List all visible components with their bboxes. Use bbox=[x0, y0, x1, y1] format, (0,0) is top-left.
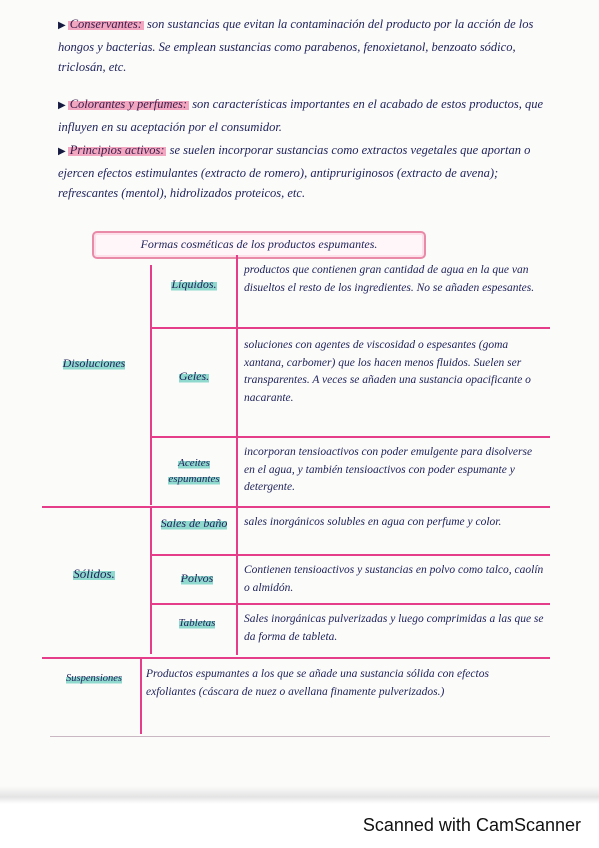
group-disoluciones: Disoluciones bbox=[62, 356, 126, 370]
text-colorantes: son características importantes en el acabado de estos productos, que influyen en su aceptación por el consumidor. bbox=[58, 97, 544, 134]
group-solidos: Sólidos. bbox=[73, 566, 115, 581]
paragraph-conservantes bbox=[58, 14, 548, 78]
term-colorantes: Colorantes y perfumes: bbox=[69, 97, 188, 111]
divider-line bbox=[50, 736, 550, 737]
row-text-sales: sales inorgánicos solubles en agua con perfume y color. bbox=[244, 516, 502, 528]
row-label-liquidos: Líquidos. bbox=[171, 277, 217, 291]
divider-line bbox=[42, 657, 550, 659]
paragraph-principios bbox=[58, 140, 548, 204]
divider-line bbox=[150, 265, 152, 505]
row-label-geles: Geles. bbox=[178, 369, 210, 383]
divider-line bbox=[152, 603, 550, 605]
divider-line bbox=[236, 255, 238, 655]
bullet-arrow-icon: ▶ bbox=[58, 20, 66, 31]
divider-line bbox=[150, 508, 152, 654]
row-label-tabletas: Tabletas bbox=[178, 617, 216, 629]
text-conservantes: son sustancias que evitan la contaminación del producto por la acción de los hongos y bacterias. Se emplean sustancias como parabenos, fenoxietanol, benzoato sódico, triclosán, etc. bbox=[58, 17, 534, 74]
text-principios: se suelen incorporar sustancias como extractos vegetales que aportan o ejercen efectos estimulantes (extracto de romero), antipruriginosos (extracto de avena); refrescantes (mentol), hidrolizados proteicos, etc. bbox=[58, 143, 531, 200]
page-edge-shadow bbox=[0, 786, 599, 804]
paragraph-colorantes bbox=[58, 94, 548, 137]
divider-line bbox=[152, 436, 550, 438]
row-text-liquidos: productos que contienen gran cantidad de agua en la que van disueltos el resto de los ingredientes. No se añaden espesantes. bbox=[244, 264, 535, 294]
row-text-geles: soluciones con agentes de viscosidad o espesantes (goma xantana, carbomer) que los hacen menos fluidos. Suelen ser transparentes. A veces se añaden una sustancia opacificante o nacarante. bbox=[244, 339, 531, 404]
row-text-suspensiones: Productos espumantes a los que se añade una sustancia sólida con efectos exfoliantes (cáscara de nuez o avellana finamente pulverizados.) bbox=[146, 668, 489, 698]
row-text-aceites: incorporan tensioactivos con poder emulgente para disolverse en el agua, y también tensioactivos con poder espumante y detergente. bbox=[244, 446, 533, 493]
bullet-arrow-icon: ▶ bbox=[58, 100, 66, 111]
divider-line bbox=[42, 506, 550, 508]
row-label-aceites: Aceites espumantes bbox=[168, 457, 220, 485]
divider-line bbox=[140, 658, 142, 734]
camscanner-footer: Scanned with CamScanner bbox=[362, 815, 581, 835]
term-conservantes: Conservantes: bbox=[69, 17, 142, 31]
row-text-polvos: Contienen tensioactivos y sustancias en polvo como talco, caolín o almidón. bbox=[244, 564, 544, 594]
row-text-tabletas: Sales inorgánicas pulverizadas y luego comprimidas a las que se da forma de tableta. bbox=[244, 613, 544, 643]
group-suspensiones: Suspensiones bbox=[66, 673, 122, 684]
row-label-polvos: Polvos bbox=[180, 571, 214, 585]
term-principios: Principios activos: bbox=[69, 143, 165, 157]
bullet-arrow-icon: ▶ bbox=[58, 146, 66, 157]
divider-line bbox=[152, 327, 550, 329]
row-label-sales: Sales de baño bbox=[160, 516, 228, 530]
divider-line bbox=[152, 554, 550, 556]
table-title: Formas cosméticas de los productos espumantes. bbox=[92, 231, 426, 259]
